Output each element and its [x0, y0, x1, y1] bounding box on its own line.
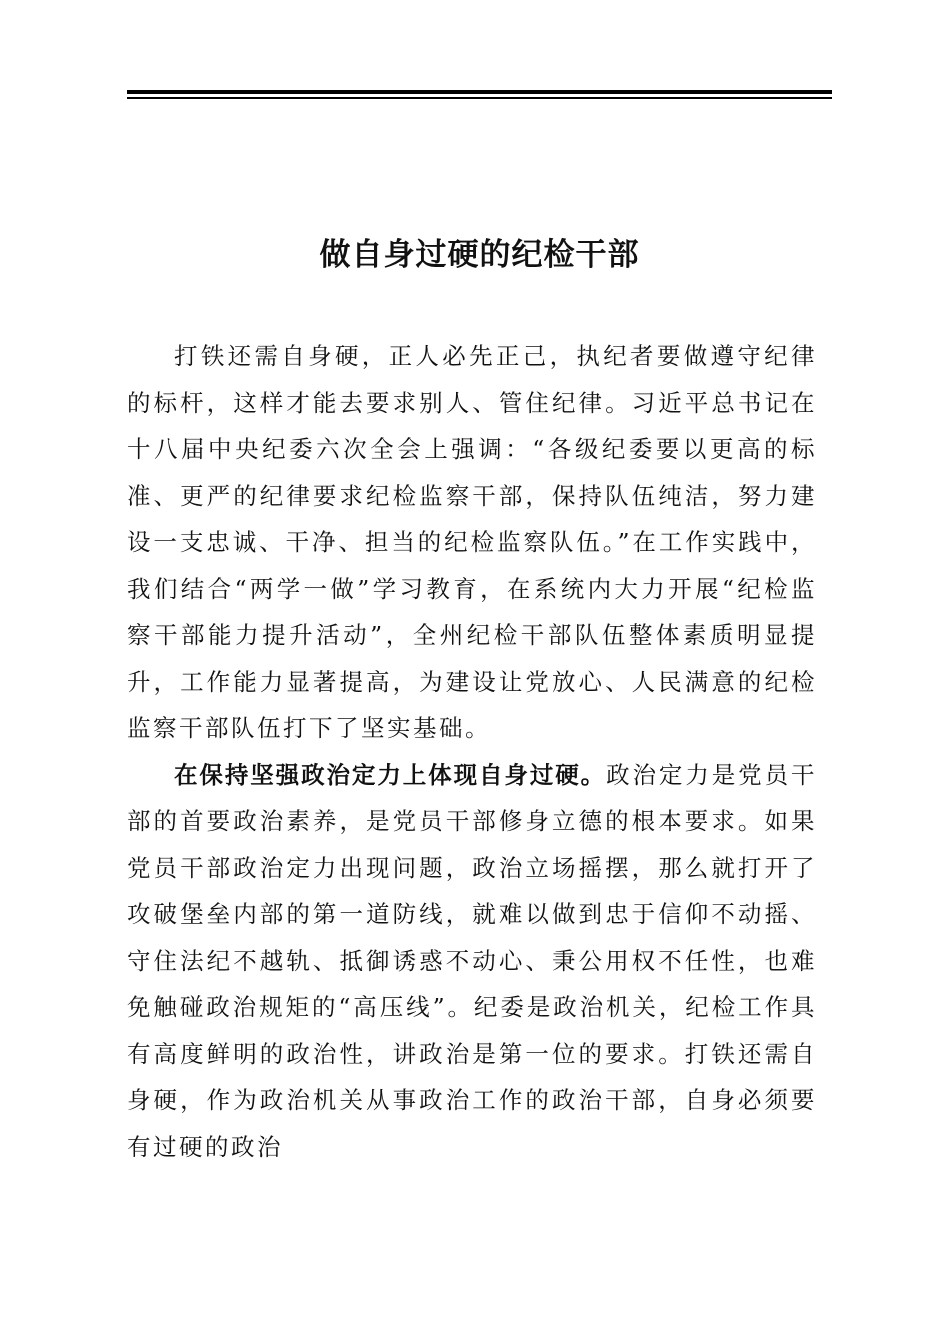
paragraph-text-2: 政治定力是党员干部的首要政治素养，是党员干部修身立德的根本要求。如果党员干部政治定力出现问题，政治立场摇摆，那么就打开了攻破堡垒内部的第一道防线，就难以做到忠于信仰不动摇、守住法纪不越轨、抵御诱惑不动心、秉公用权不任性，也难免触碰政治规矩的“高压线”。纪委是政治机关，纪检工作具有高度鲜明的政治性，讲政治是第一位的要求。打铁还需自身硬，作为政治机关从事政治工作的政治干部，自身必须要有过硬的政治 [127, 760, 818, 1161]
document-title: 做自身过硬的纪检干部 [319, 237, 640, 273]
body-paragraph-1 [127, 333, 817, 752]
header-rule-thick-line [127, 90, 832, 94]
document-body [127, 333, 817, 1170]
body-paragraph-2 [127, 752, 817, 1171]
header-rule-thin-line [127, 97, 832, 99]
header-double-rule [127, 90, 832, 99]
paragraph-lead-2: 在保持坚强政治定力上体现自身过硬。 [174, 760, 607, 789]
paragraph-text-1: 打铁还需自身硬，正人必先正己，执纪者要做遵守纪律的标杆，这样才能去要求别人、管住纪律。习近平总书记在十八届中央纪委六次全会上强调：“各级纪委要以更高的标准、更严的纪律要求纪检监察干部，保持队伍纯洁，努力建设一支忠诚、干净、担当的纪检监察队伍。”在工作实践中，我们结合“两学一做”学习教育，在系统内大力开展“纪检监察干部能力提升活动”，全州纪检干部队伍整体素质明显提升，工作能力显著提高，为建设让党放心、人民满意的纪检监察干部队伍打下了坚实基础。 [127, 342, 817, 742]
